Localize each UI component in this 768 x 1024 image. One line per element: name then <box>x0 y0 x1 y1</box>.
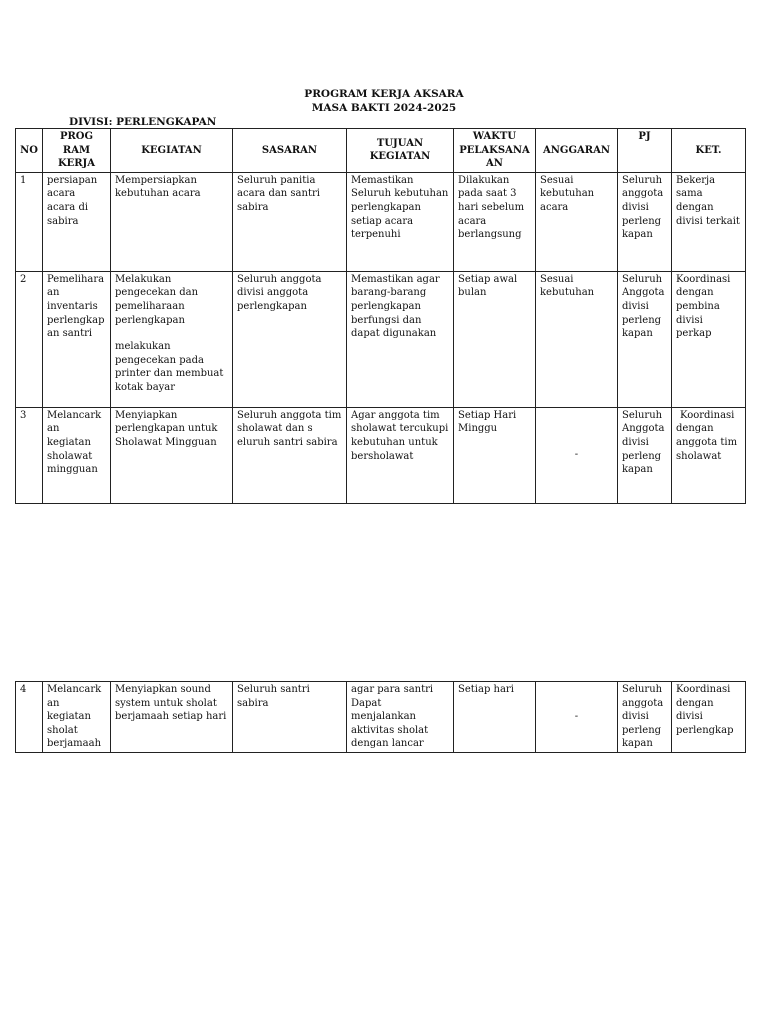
header-anggaran: ANGGARAN <box>536 129 618 173</box>
cell-program: persiapan acara acara di sabira <box>43 172 111 271</box>
table-row <box>16 407 746 503</box>
cell-pj: Seluruh Anggota divisi perleng kapan <box>618 271 672 407</box>
header-tujuan-line: KEGIATAN <box>369 151 431 163</box>
header-tujuan <box>347 129 454 173</box>
division-label: DIVISI: PERLENGKAPAN <box>69 116 217 128</box>
cell-kegiatan-part: melakukan pengecekan pada printer dan membuat kotak bayar <box>115 341 224 393</box>
cell-waktu: Setiap hari <box>454 682 536 753</box>
cell-pj: Seluruh anggota divisi perleng kapan <box>618 172 672 271</box>
header-waktu-line: PELAKSANA <box>459 144 530 156</box>
cell-no: 4 <box>16 682 43 753</box>
cell-pj: Seluruh Anggota divisi perleng kapan <box>618 407 672 503</box>
program-table-continued <box>15 681 746 753</box>
cell-kegiatan: Menyiapkan perlengkapan untuk Sholawat Mingguan <box>111 407 233 503</box>
header-ket: KET. <box>672 129 746 173</box>
cell-no: 3 <box>16 407 43 503</box>
document-title: PROGRAM KERJA AKSARA <box>304 88 464 100</box>
document-subtitle: MASA BAKTI 2024-2025 <box>311 102 457 114</box>
header-tujuan-line: TUJUAN <box>376 137 424 149</box>
header-program-line: PROG <box>59 131 94 142</box>
cell-tujuan: Agar anggota tim sholawat tercukupi kebutuhan untuk bersholawat <box>347 407 454 503</box>
cell-anggaran: Sesuai kebutuhan acara <box>536 172 618 271</box>
header-kegiatan: KEGIATAN <box>111 129 233 173</box>
cell-ket: Bekerja sama dengan divisi terkait <box>672 172 746 271</box>
table-row <box>16 271 746 407</box>
header-no: NO <box>16 129 43 173</box>
cell-pj: Seluruh anggota divisi perleng kapan <box>618 682 672 753</box>
cell-no: 2 <box>16 271 43 407</box>
header-pj: PJ <box>618 129 672 173</box>
cell-kegiatan-part: Melakukan pengecekan dan pemeliharaan perlengkapan <box>115 273 199 326</box>
cell-anggaran: Sesuai kebutuhan <box>536 271 618 407</box>
header-program <box>43 129 111 173</box>
cell-ket: Koordinasi dengan anggota tim sholawat <box>672 407 746 503</box>
table-row <box>16 172 746 271</box>
table-row <box>16 682 746 753</box>
cell-kegiatan <box>111 271 233 407</box>
cell-tujuan: agar para santri Dapat menjalankan aktivitas sholat dengan lancar <box>347 682 454 753</box>
cell-tujuan: Memastikan agar barang-barang perlengkapan berfungsi dan dapat digunakan <box>347 271 454 407</box>
cell-ket: Koordinasi dengan divisi perlengkap <box>672 682 746 753</box>
header-waktu-line: AN <box>486 158 503 170</box>
cell-waktu: Setiap Hari Minggu <box>454 407 536 503</box>
cell-program: Melancark an kegiatan sholat berjamaah <box>43 682 111 753</box>
cell-sasaran: Seluruh santri sabira <box>233 682 347 753</box>
cell-sasaran: Seluruh panitia acara dan santri sabira <box>233 172 347 271</box>
cell-waktu: Setiap awal bulan <box>454 271 536 407</box>
program-table <box>15 128 746 504</box>
cell-sasaran: Seluruh anggota divisi anggota perlengkapan <box>233 271 347 407</box>
header-sasaran: SASARAN <box>233 129 347 173</box>
cell-kegiatan: Menyiapkan sound system untuk sholat berjamaah setiap hari <box>111 682 233 753</box>
header-row <box>16 129 746 173</box>
header-program-line: RAM <box>62 144 91 156</box>
cell-anggaran: - <box>536 407 618 503</box>
cell-no: 1 <box>16 172 43 271</box>
cell-sasaran: Seluruh anggota tim sholawat dan s eluruh santri sabira <box>233 407 347 503</box>
header-program-line: KERJA <box>57 158 96 170</box>
cell-ket: Koordinasi dengan pembina divisi perkap <box>672 271 746 407</box>
cell-program: Melancark an kegiatan sholawat mingguan <box>43 407 111 503</box>
cell-kegiatan: Mempersiapkan kebutuhan acara <box>111 172 233 271</box>
header-waktu-line: WAKTU <box>472 131 517 142</box>
cell-tujuan: Memastikan Seluruh kebutuhan perlengkapan setiap acara terpenuhi <box>347 172 454 271</box>
cell-program: Pemelihara an inventaris perlengkap an santri <box>43 271 111 407</box>
cell-anggaran: - <box>536 682 618 753</box>
header-waktu <box>454 129 536 173</box>
cell-waktu: Dilakukan pada saat 3 hari sebelum acara berlangsung <box>454 172 536 271</box>
